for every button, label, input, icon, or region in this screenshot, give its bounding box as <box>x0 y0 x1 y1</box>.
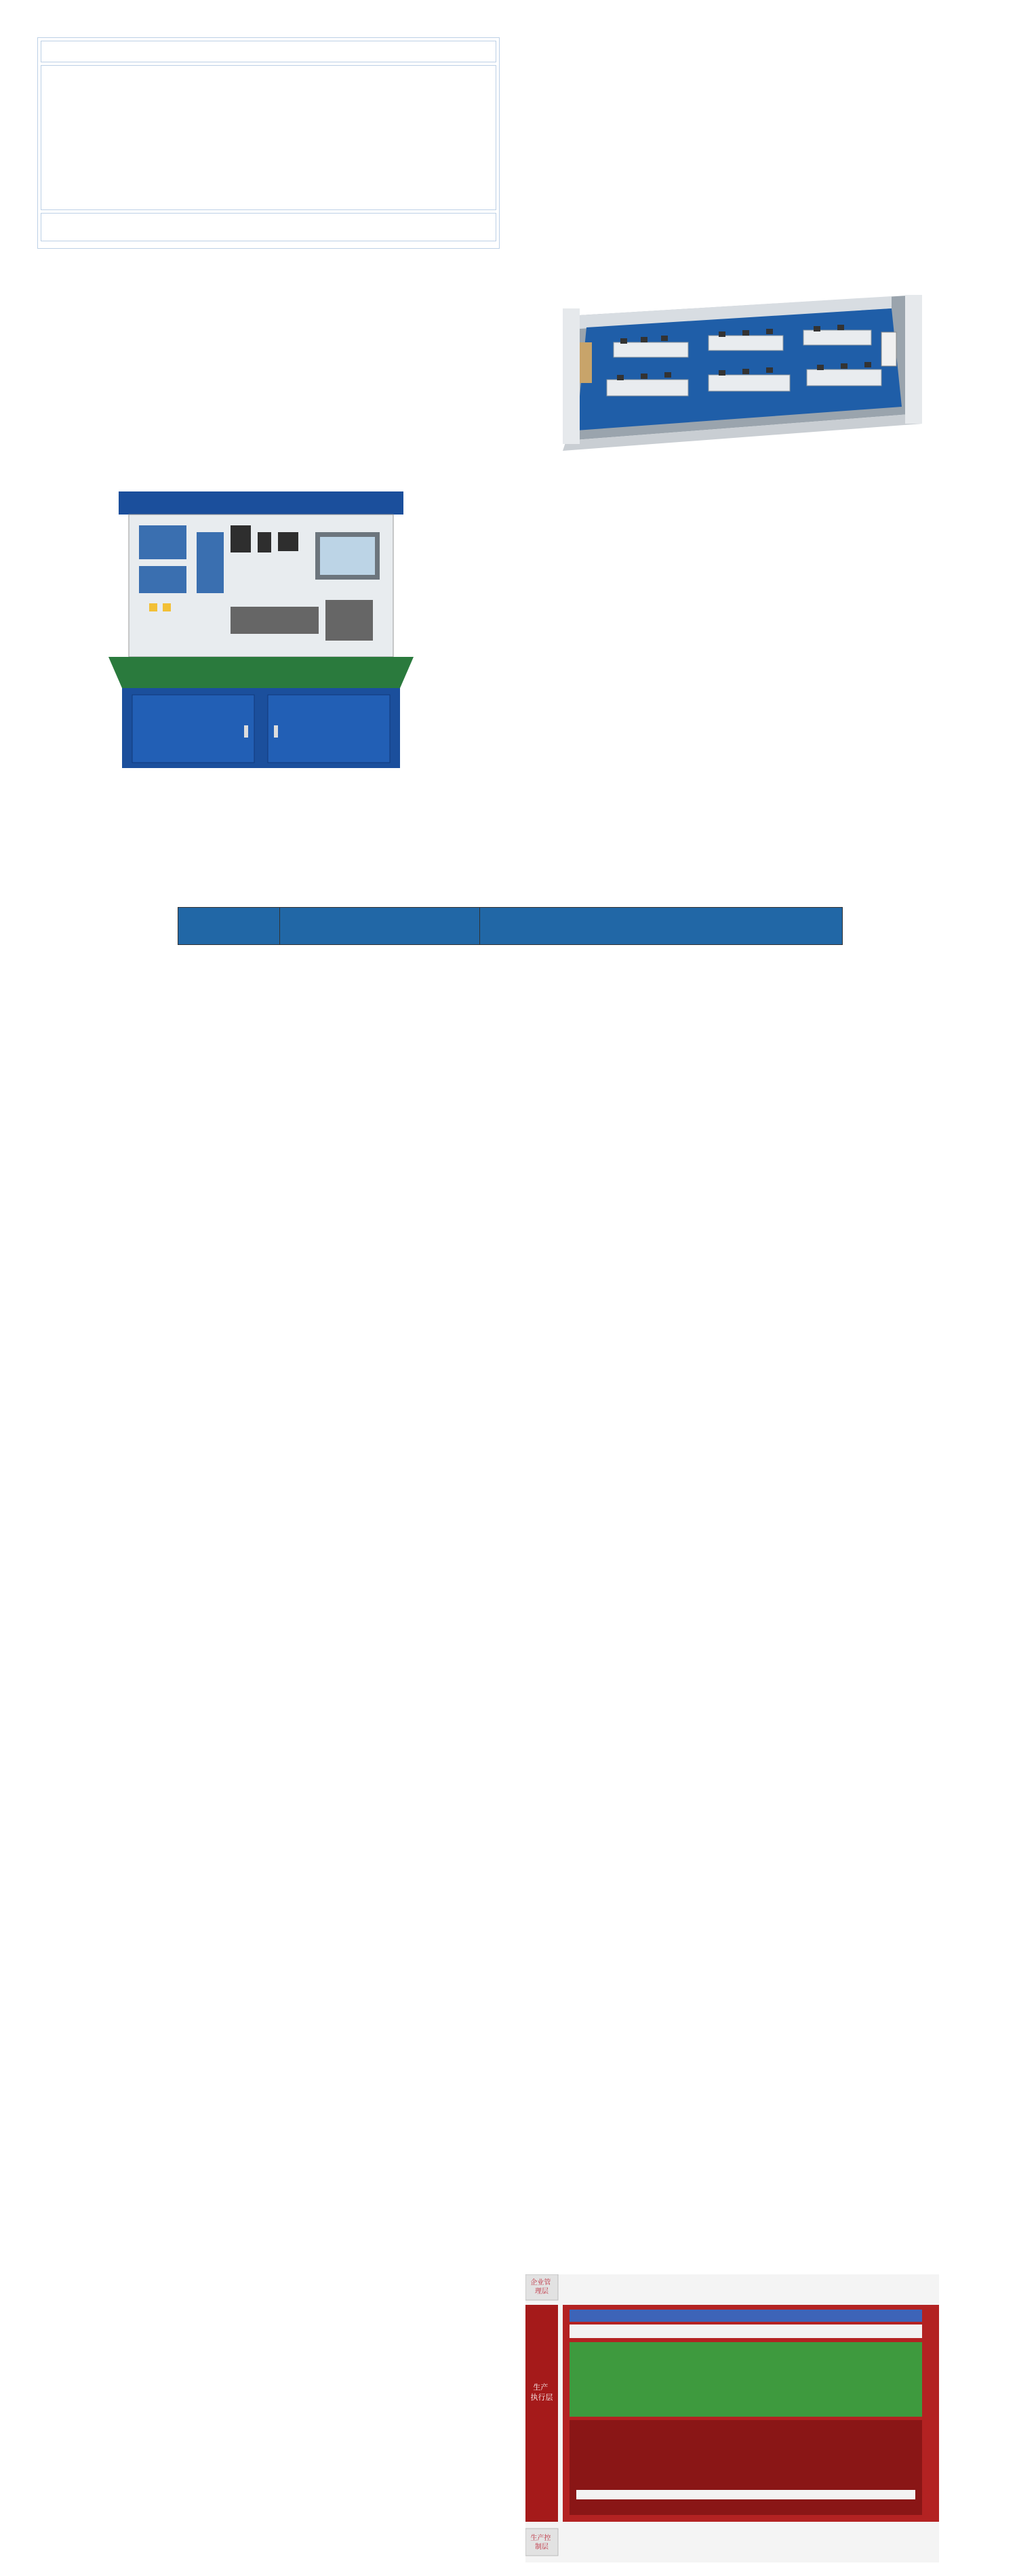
training-content-table <box>178 907 843 945</box>
mes-bottom-label-2: 制层 <box>535 2543 549 2551</box>
mes-top-label-1: 企业管 <box>530 2279 551 2287</box>
mes-architecture-diagram <box>525 2274 939 2562</box>
training-bench-image <box>108 485 414 773</box>
header-project <box>280 908 480 945</box>
mes-mid-label-1: 生产 <box>533 2383 549 2392</box>
header-index <box>178 908 280 945</box>
mes-top-label-2: 理层 <box>535 2288 549 2295</box>
framework-diagram <box>37 37 500 249</box>
mes-bottom-label-1: 生产控 <box>530 2535 551 2542</box>
header-content <box>480 908 843 945</box>
paas-band <box>41 65 496 210</box>
table-header-row <box>178 908 843 945</box>
iaas-band <box>41 213 496 241</box>
mes-mid-label-2: 执行层 <box>530 2393 553 2402</box>
saas-band <box>41 41 496 62</box>
lab-layout-image <box>539 268 932 451</box>
